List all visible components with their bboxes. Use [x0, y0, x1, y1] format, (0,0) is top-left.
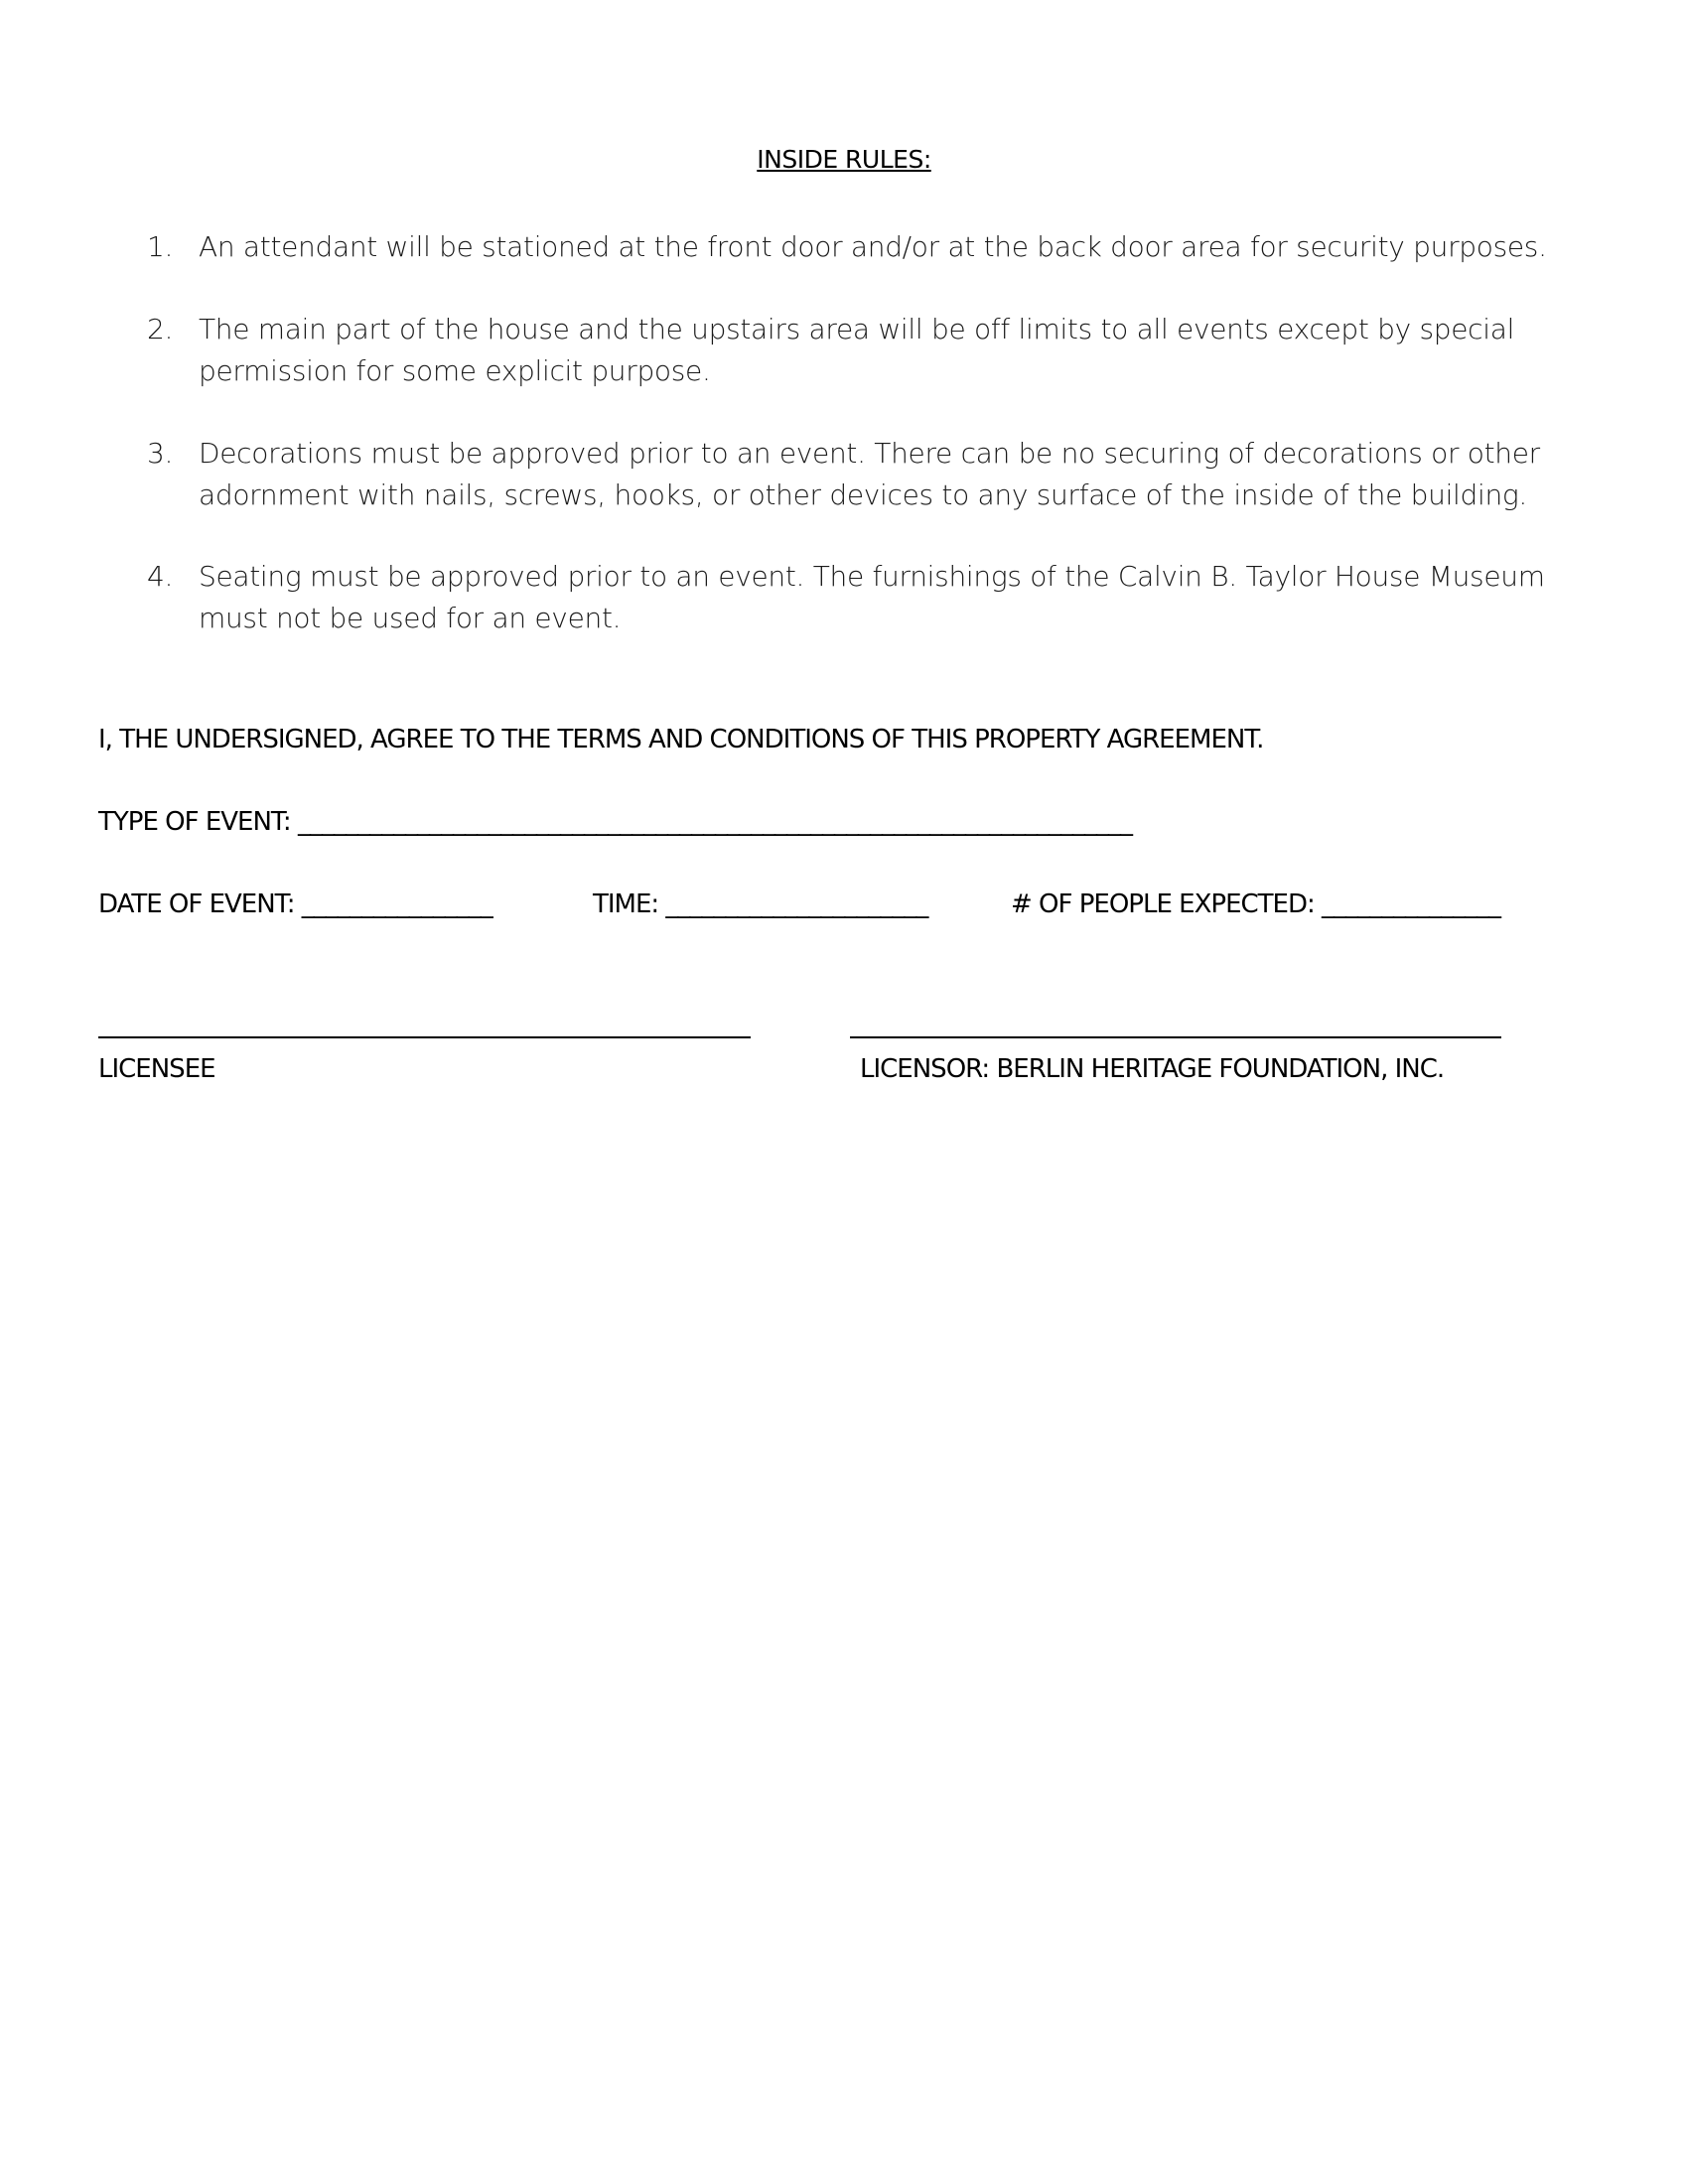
licensor-signature-line[interactable] [850, 1036, 1501, 1038]
rule-item-1 [147, 226, 1567, 268]
rule-item-4 [147, 556, 1567, 639]
time-field[interactable]: TIME: ______________________ [593, 889, 928, 919]
rule-text: Decorations must be approved prior to an event. There can be no securing of decorations or other adornment with nails, screws, hooks, or other devices to any surface of the inside of the building. [199, 437, 1540, 511]
agreement-statement: I, THE UNDERSIGNED, AGREE TO THE TERMS AND CONDITIONS OF THIS PROPERTY AGREEMENT. [98, 725, 1264, 754]
rule-number: 3. [147, 437, 174, 470]
date-of-event-field[interactable]: DATE OF EVENT: ________________ [98, 889, 492, 919]
rule-number: 1. [147, 230, 174, 263]
rule-item-2 [147, 309, 1567, 392]
licensee-label: LICENSEE [98, 1054, 215, 1084]
licensor-label: LICENSOR: BERLIN HERITAGE FOUNDATION, INC. [860, 1054, 1445, 1084]
people-expected-field[interactable]: # OF PEOPLE EXPECTED: _______________ [1011, 889, 1501, 919]
type-of-event-field[interactable]: TYPE OF EVENT: ______________________________________________________________________ [98, 807, 1132, 837]
rule-text: Seating must be approved prior to an event. The furnishings of the Calvin B. Taylor House Museum must not be used for an event. [199, 560, 1545, 634]
rule-text: An attendant will be stationed at the front door and/or at the back door area for security purposes. [199, 230, 1547, 263]
rule-number: 2. [147, 313, 174, 345]
section-heading: INSIDE RULES: [757, 145, 931, 174]
rule-text: The main part of the house and the upstairs area will be off limits to all events except by special permission for some explicit purpose. [199, 313, 1515, 387]
licensee-signature-line[interactable] [98, 1036, 751, 1038]
rule-number: 4. [147, 560, 174, 593]
rule-item-3 [147, 433, 1567, 516]
